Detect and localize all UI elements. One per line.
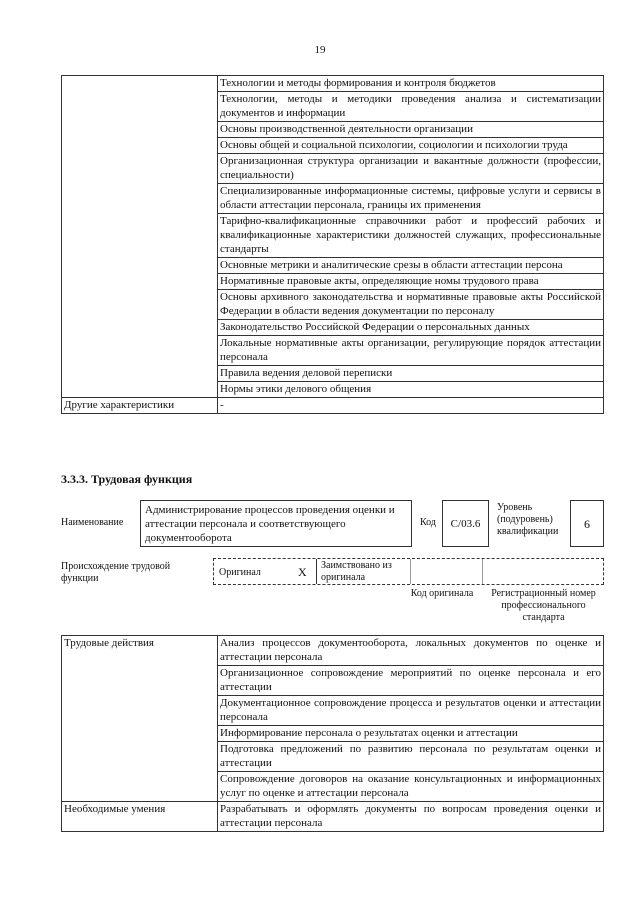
knowledge-item: Технологии, методы и методики проведения анализа и систематизации документов и информации — [218, 92, 604, 122]
knowledge-item: Технологии и методы формирования и контроля бюджетов — [218, 76, 604, 92]
name-box — [140, 500, 412, 547]
knowledge-table — [61, 75, 604, 414]
skill-item: Разрабатывать и оформлять документы по вопросам проведения оценки и аттестации персонала — [218, 802, 604, 832]
origin-divider — [316, 559, 317, 584]
original-label: Оригинал — [219, 567, 261, 578]
code-original-caption: Код оригинала — [410, 588, 474, 599]
skills-label: Необходимые умения — [62, 802, 218, 832]
knowledge-item: Специализированные информационные системы, цифровые услуги и сервисы в области аттестации персонала, границы их применения — [218, 184, 604, 214]
knowledge-item: Нормы этики делового общения — [218, 382, 604, 398]
origin-row — [213, 558, 604, 585]
action-item: Сопровождение договоров на оказание консультационных и информационных услуг по оценке и аттестации персонала — [218, 772, 604, 802]
knowledge-item: Нормативные правовые акты, определяющие номы трудового права — [218, 274, 604, 290]
section-title: 3.3.3. Трудовая функция — [61, 472, 193, 486]
borrowed-label: Заимствовано из оригинала — [321, 560, 392, 583]
function-details-table — [61, 635, 604, 832]
knowledge-item: Основы общей и социальной психологии, социологии и психологии труда — [218, 138, 604, 154]
code-label: Код — [420, 517, 436, 528]
action-item: Информирование персонала о результатах оценки и аттестации — [218, 726, 604, 742]
knowledge-label-cell — [62, 76, 218, 398]
action-item: Подготовка предложений по развитию персонала по результатам оценки и аттестации — [218, 742, 604, 772]
action-item: Организационное сопровождение мероприятий по оценке персонала и его аттестации — [218, 666, 604, 696]
origin-divider — [410, 559, 411, 584]
knowledge-item: Законодательство Российской Федерации о персональных данных — [218, 320, 604, 336]
origin-label: Происхождение трудовой функции — [61, 561, 171, 584]
knowledge-item: Организационная структура организации и вакантные должности (профессии, специальности) — [218, 154, 604, 184]
knowledge-item: Правила ведения деловой переписки — [218, 366, 604, 382]
name-label: Наименование — [61, 517, 124, 528]
other-characteristics-label: Другие характеристики — [62, 398, 218, 414]
knowledge-item: Тарифно-квалификационные справочники работ и профессий рабочих и квалификационные характеристики должностей служащих, профессиональные стандарты — [218, 214, 604, 258]
knowledge-item: Локальные нормативные акты организации, регулирующие порядок аттестации персонала — [218, 336, 604, 366]
level-box — [570, 500, 604, 547]
level-label: Уровень (подуровень) квалификации — [497, 502, 559, 537]
origin-divider — [482, 559, 483, 584]
page-number: 19 — [314, 44, 326, 56]
knowledge-item: Основные метрики и аналитические срезы в области аттестации персона — [218, 258, 604, 274]
level-value: 6 — [584, 517, 590, 531]
other-characteristics-value: - — [218, 398, 604, 414]
action-item: Документационное сопровождение процесса и результатов оценки и аттестации персонала — [218, 696, 604, 726]
name-value: Администрирование процессов проведения оценки и аттестации персонала и соответствующего документооборота — [145, 504, 395, 544]
actions-label: Трудовые действия — [62, 636, 218, 802]
code-box — [442, 500, 489, 547]
knowledge-item: Основы производственной деятельности организации — [218, 122, 604, 138]
action-item: Анализ процессов документооборота, локальных документов по оценке и аттестации персонала — [218, 636, 604, 666]
knowledge-item: Основы архивного законодательства и нормативные правовые акты Российской Федерации в области ведения документации по персоналу — [218, 290, 604, 320]
code-value: C/03.6 — [450, 518, 481, 530]
reg-number-caption: Регистрационный номер профессионального стандарта — [491, 588, 596, 623]
original-mark: X — [298, 565, 307, 579]
